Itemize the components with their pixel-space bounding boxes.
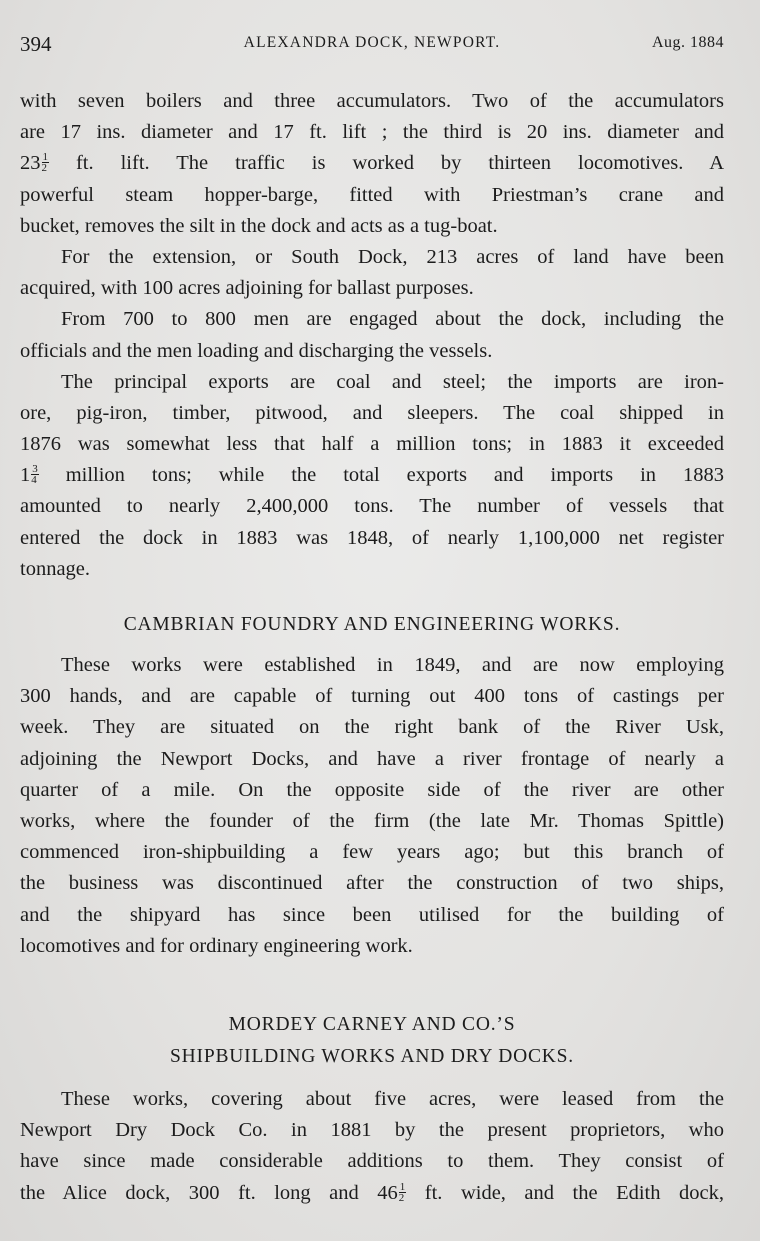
text-line xyxy=(20,1178,724,1209)
section-cambrian-foundry xyxy=(20,650,724,962)
text-line: the business was discontinued after the construction of two ships, xyxy=(20,872,724,895)
section-alexandra-dock xyxy=(20,86,724,585)
text-fragment: ft. lift. The traffic is worked by thirteen locomotives. A xyxy=(49,152,724,175)
fraction-numerator: 1 xyxy=(42,151,48,164)
text-line: bucket, removes the silt in the dock and acts as a tug-boat. xyxy=(20,214,498,237)
text-line: For the extension, or South Dock, 213 acres of land have been xyxy=(61,245,724,268)
section-heading-mordey-line1: MORDEY CARNEY AND CO.’S xyxy=(228,1014,516,1035)
fraction-denominator: 2 xyxy=(398,1191,405,1204)
text-fragment: ft. wide, and the Edith dock, xyxy=(406,1181,724,1204)
fraction-numerator: 3 xyxy=(32,463,38,476)
text-line: adjoining the Newport Docks, and have a river frontage of nearly a xyxy=(20,747,724,770)
text-line: From 700 to 800 men are engaged about the dock, including the xyxy=(61,308,724,331)
text-line: Newport Dry Dock Co. in 1881 by the present proprietors, who xyxy=(20,1119,724,1142)
text-fragment: million tons; while the total exports and imports in 1883 xyxy=(38,464,724,487)
fraction xyxy=(31,464,39,485)
text-line: locomotives and for ordinary engineering work. xyxy=(20,934,413,957)
text-fragment: 1 xyxy=(20,464,31,487)
text-line: These works were established in 1849, and are now employing xyxy=(61,654,724,676)
text-fragment: 23 xyxy=(20,152,41,175)
text-line: 300 hands, and are capable of turning out 400 tons of castings per xyxy=(20,685,724,708)
text-line: powerful steam hopper-barge, fitted with Priestman’s crane and xyxy=(20,183,724,206)
text-line xyxy=(20,148,724,179)
section-mordey-carney xyxy=(20,1084,724,1209)
text-line: These works, covering about five acres, were leased from the xyxy=(61,1088,724,1110)
fraction-denominator: 4 xyxy=(31,474,37,487)
text-line: commenced iron-shipbuilding a few years ago; but this branch of xyxy=(20,841,724,864)
running-head xyxy=(20,32,724,60)
text-line: quarter of a mile. On the opposite side of the river are other xyxy=(20,778,724,801)
section-heading-cambrian: CAMBRIAN FOUNDRY AND ENGINEERING WORKS. xyxy=(123,614,621,635)
text-line: are 17 ins. diameter and 17 ft. lift ; the third is 20 ins. diameter and xyxy=(20,121,724,144)
text-line: officials and the men loading and discharging the vessels. xyxy=(20,339,493,362)
text-line: ore, pig-iron, timber, pitwood, and sleepers. The coal shipped in xyxy=(20,401,724,424)
text-line: The principal exports are coal and steel; the imports are iron- xyxy=(61,370,724,393)
fraction xyxy=(42,152,50,173)
text-line: 1876 was somewhat less that half a million tons; in 1883 it exceeded xyxy=(20,433,724,456)
text-line: amounted to nearly 2,400,000 tons. The number of vessels that xyxy=(20,495,724,518)
section-heading-mordey-line2: SHIPBUILDING WORKS AND DRY DOCKS. xyxy=(170,1046,574,1067)
text-line xyxy=(20,460,724,491)
text-line: week. They are situated on the right bank of the River Usk, xyxy=(20,716,724,739)
fraction-numerator: 1 xyxy=(399,1180,406,1193)
text-line: acquired, with 100 acres adjoining for ballast purposes. xyxy=(20,277,474,300)
text-fragment: the Alice dock, 300 ft. long and 46 xyxy=(20,1181,398,1204)
running-title: ALEXANDRA DOCK, NEWPORT. xyxy=(243,34,501,51)
fraction-denominator: 2 xyxy=(41,162,47,175)
text-line: have since made considerable additions to them. They consist of xyxy=(20,1150,724,1173)
text-line: with seven boilers and three accumulators. Two of the accumulators xyxy=(20,90,724,112)
running-date: Aug. 1884 xyxy=(651,34,724,51)
text-line: and the shipyard has since been utilised for the building of xyxy=(20,903,724,926)
page-number: 394 xyxy=(20,32,52,56)
text-line: works, where the founder of the firm (the late Mr. Thomas Spittle) xyxy=(20,809,724,832)
text-line: tonnage. xyxy=(20,557,91,580)
text-line: entered the dock in 1883 was 1848, of nearly 1,100,000 net register xyxy=(20,526,724,549)
